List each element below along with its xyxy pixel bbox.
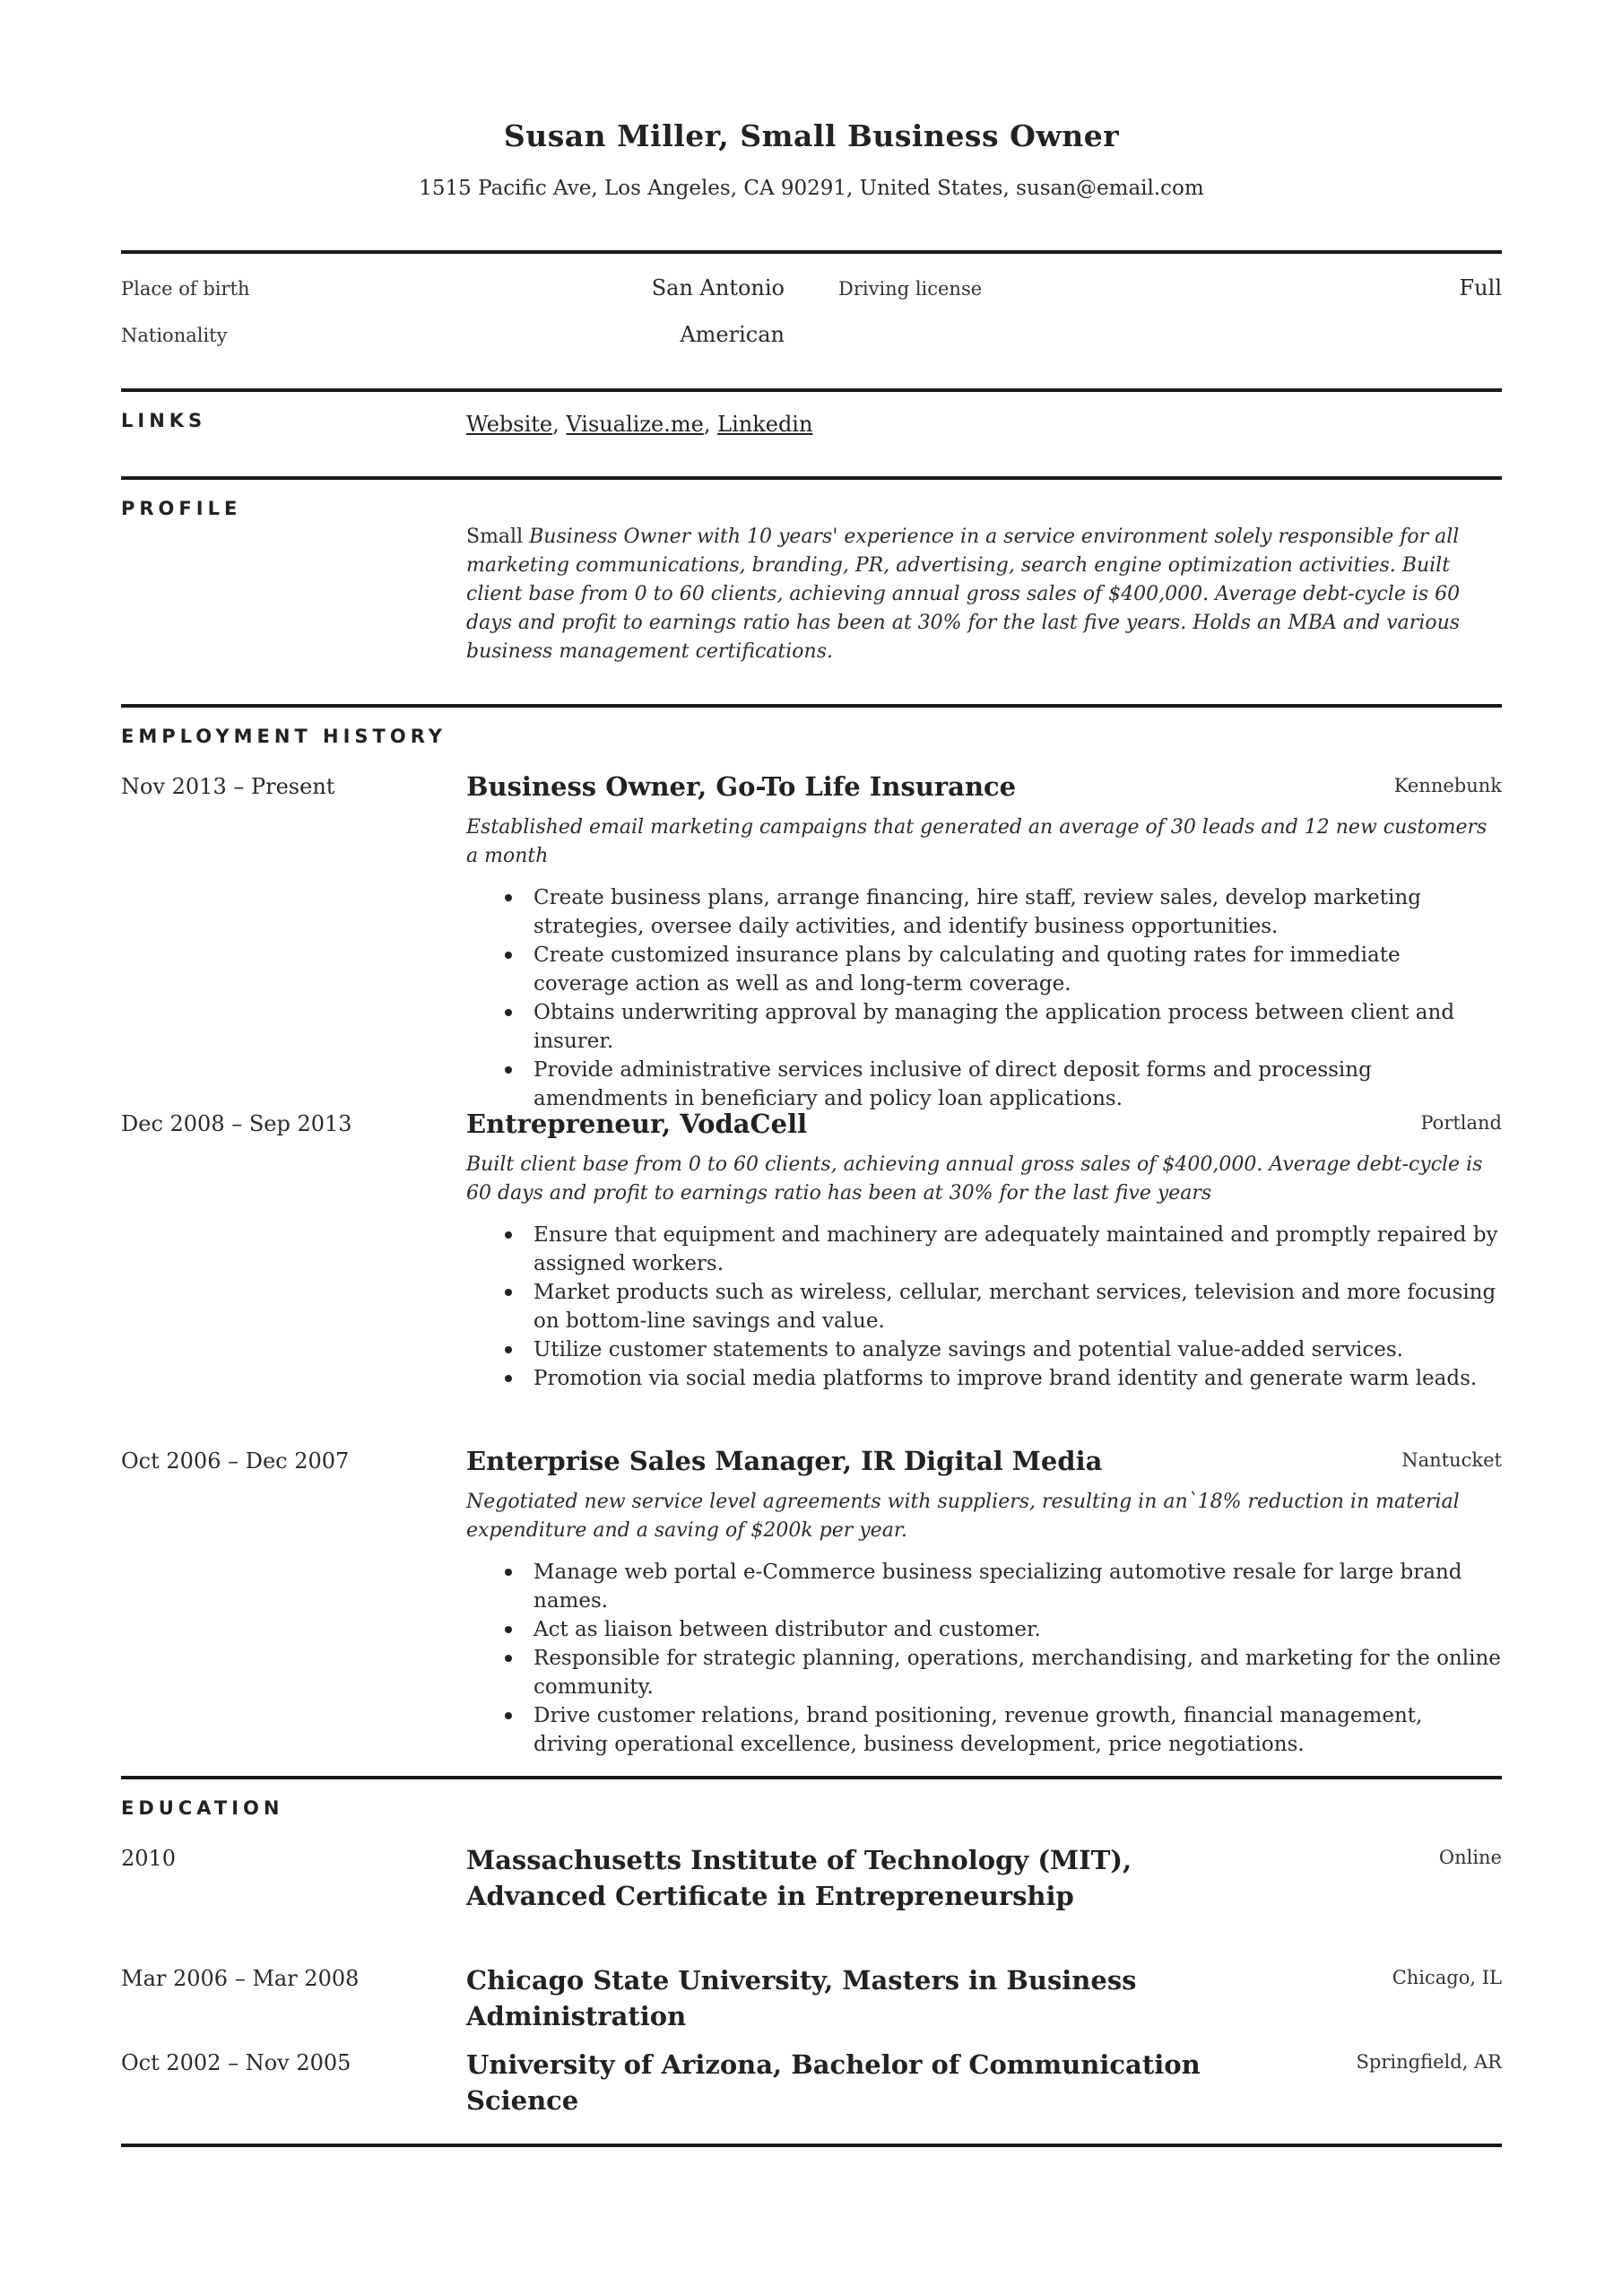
driving-license-label: Driving license (838, 278, 983, 300)
list-item: Ensure that equipment and machinery are adequately maintained and promptly repaired by assigned workers. (533, 1221, 1502, 1278)
education-location: Springfield, AR (1356, 2051, 1502, 2073)
profile-lead: Small (466, 526, 524, 548)
job-dates: Oct 2006 – Dec 2007 (121, 1448, 350, 1474)
education-section (121, 1779, 1502, 2144)
profile-body: Business Owner with 10 years' experience in a service environment solely responsible for all marketing communications, branding, PR, advertising, search engine optimization activities. Built client base from 0 to 60 clients, achieving annual gross sales of $400,000. Average debt-cycle is 60 days and profit to earnings ratio has been at 30% for the last five years. Holds an MBA and various business management certifications. (466, 526, 1461, 663)
job-entry (121, 769, 1502, 1113)
list-item: Act as liaison between distributor and customer. (533, 1615, 1502, 1644)
education-entry (121, 1842, 1502, 1914)
nationality-value: American (680, 322, 785, 347)
job-summary: Established email marketing campaigns that generated an average of 30 leads and 12 new customers a month (466, 816, 1488, 867)
links-list: Website, Visualize.me, Linkedin (466, 412, 813, 437)
resume-content (121, 0, 1502, 2147)
education-dates: Oct 2002 – Nov 2005 (121, 2050, 351, 2075)
list-item: Create business plans, arrange financing, hire staff, review sales, develop marketing strategies, oversee daily activities, and identify business opportunities. (533, 883, 1502, 941)
job-dates: Nov 2013 – Present (121, 774, 335, 799)
job-title: Entrepreneur, VodaCell (466, 1109, 808, 1139)
education-location: Online (1438, 1847, 1502, 1868)
name-title: Susan Miller, Small Business Owner (503, 118, 1120, 153)
job-bullets (466, 1558, 1502, 1759)
list-item: Drive customer relations, brand positioning, revenue growth, financial management, driving operational excellence, business development, price negotiations. (533, 1701, 1502, 1759)
job-location: Portland (1420, 1112, 1502, 1134)
list-item: Obtains underwriting approval by managing the application process between client and insurer. (533, 998, 1502, 1056)
contact-address: 1515 Pacific Ave, Los Angeles, CA 90291, United States, susan@email.com (419, 177, 1204, 200)
job-location: Nantucket (1401, 1449, 1502, 1471)
personal-details (121, 254, 1502, 388)
place-of-birth-value: San Antonio (651, 275, 785, 300)
resume-header (121, 0, 1502, 200)
education-title-text: Massachusetts Institute of Technology (MIT), Advanced Certificate in Entrepreneurship (466, 1845, 1132, 1911)
linkedin-link[interactable]: Linkedin (717, 412, 813, 437)
education-title-text: Chicago State University, Masters in Business Administration (466, 1965, 1137, 2031)
job-summary: Negotiated new service level agreements with suppliers, resulting in an`18% reduction in material expenditure and a saving of $200k per year. (466, 1491, 1460, 1542)
profile-text (466, 523, 1502, 666)
list-item: Provide administrative services inclusive of direct deposit forms and processing amendments in beneficiary and policy loan applications. (533, 1056, 1502, 1113)
list-item: Create customized insurance plans by calculating and quoting rates for immediate coverage action as well as and long-term coverage. (533, 941, 1502, 998)
education-entry (121, 1962, 1502, 2034)
list-item: Manage web portal e-Commerce business specializing automotive resale for large brand names. (533, 1558, 1502, 1615)
job-bullets (466, 883, 1502, 1113)
job-entry (121, 1443, 1502, 1759)
list-item: Utilize customer statements to analyze savings and potential value-added services. (533, 1335, 1502, 1364)
divider (121, 2144, 1502, 2147)
list-item: Market products such as wireless, cellular, merchant services, television and more focusing on bottom-line savings and value. (533, 1278, 1502, 1335)
job-title: Enterprise Sales Manager, IR Digital Media (466, 1446, 1103, 1476)
education-dates: Mar 2006 – Mar 2008 (121, 1966, 360, 1991)
links-title: LINKS (121, 410, 207, 431)
employment-title: EMPLOYMENT HISTORY (121, 726, 447, 747)
job-bullets (466, 1221, 1502, 1393)
education-dates: 2010 (121, 1846, 177, 1871)
education-entry (121, 2047, 1502, 2118)
job-location: Kennebunk (1393, 775, 1502, 796)
education-title: EDUCATION (121, 1797, 284, 1819)
links-section (121, 392, 1502, 476)
employment-section (121, 708, 1502, 1776)
job-summary: Built client base from 0 to 60 clients, achieving annual gross sales of $400,000. Average debt-cycle is 60 days and profit to earnings ratio has been at 30% for the last five years (466, 1153, 1483, 1205)
job-dates: Dec 2008 – Sep 2013 (121, 1111, 352, 1136)
list-item: Promotion via social media platforms to improve brand identity and generate warm leads. (533, 1364, 1502, 1393)
nationality-label: Nationality (121, 325, 228, 346)
profile-title: PROFILE (121, 498, 242, 519)
driving-license-value: Full (1459, 275, 1502, 300)
profile-section (121, 480, 1502, 704)
visualize-me-link[interactable]: Visualize.me (566, 412, 704, 437)
education-title-text: University of Arizona, Bachelor of Communication Science (466, 2049, 1201, 2116)
list-item: Responsible for strategic planning, operations, merchandising, and marketing for the online community. (533, 1644, 1502, 1701)
place-of-birth-label: Place of birth (121, 278, 250, 300)
job-title: Business Owner, Go-To Life Insurance (466, 771, 1017, 802)
job-entry (121, 1106, 1502, 1393)
education-location: Chicago, IL (1392, 1967, 1502, 1988)
website-link[interactable]: Website (466, 412, 553, 437)
